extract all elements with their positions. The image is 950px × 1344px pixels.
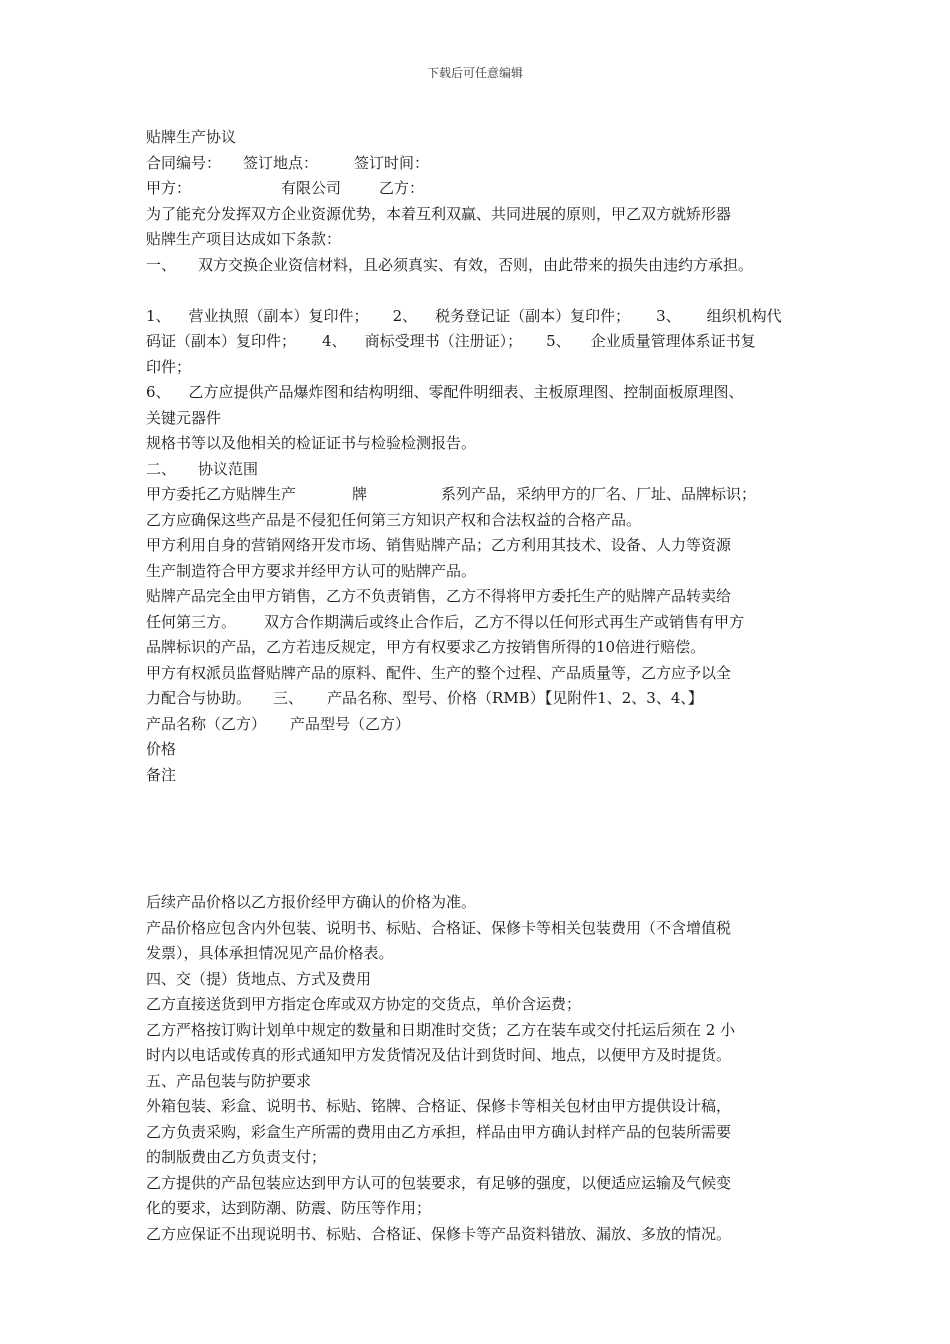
text-run: 甲方委托乙方贴牌生产 bbox=[146, 485, 297, 503]
item-number: 2、 bbox=[392, 307, 418, 325]
paragraph-line: 乙方严格按订购计划单中规定的数量和日期准时交货；乙方在装车或交付托运后须在 2 小 bbox=[146, 1021, 736, 1039]
paragraph-line: 乙方应确保这些产品是不侵犯任何第三方知识产权和合法权益的合格产品。 bbox=[146, 511, 642, 529]
column-header: 产品名称（乙方） bbox=[146, 715, 267, 733]
paragraph-line: 甲方利用自身的营销网络开发市场、销售贴牌产品；乙方利用其技术、设备、人力等资源 bbox=[146, 536, 732, 554]
item-6-line: 规格书等以及他相关的检证证书与检验检测报告。 bbox=[146, 434, 477, 452]
item-number: 1、 bbox=[146, 307, 171, 325]
text-run: 双方合作期满后或终止合作后，乙方不得以任何形式再生产或销售有甲方 bbox=[264, 613, 745, 631]
party-a-company: 有限公司 bbox=[281, 179, 342, 197]
paragraph-line: 的制版费由乙方负责支付； bbox=[146, 1148, 327, 1166]
doc-items-line bbox=[146, 329, 756, 355]
paragraph-line: 乙方负责采购，彩盒生产所需的费用由乙方承担，样品由甲方确认封样产品的包装所需要 bbox=[146, 1123, 732, 1141]
item-number: 4、 bbox=[322, 332, 347, 350]
item-text: 乙方应提供产品爆炸图和结构明细、零配件明细表、主板原理图、控制面板原理图、 bbox=[188, 383, 744, 401]
table-header bbox=[146, 712, 410, 738]
section-1-text: 双方交换企业资信材料，且必须真实、有效，否则，由此带来的损失由违约方承担。 bbox=[198, 256, 754, 274]
text-run: 系列产品，采纳甲方的厂名、厂址、品牌标识； bbox=[441, 485, 757, 503]
section-number: 一、 bbox=[146, 256, 177, 274]
contract-no-label: 合同编号： bbox=[146, 154, 222, 172]
text-run: 牌 bbox=[352, 485, 368, 503]
doc-items-line bbox=[146, 304, 782, 330]
paragraph-line: 甲方有权派员监督贴牌产品的原料、配件、生产的整个过程、产品质量等，乙方应予以全 bbox=[146, 664, 732, 682]
item-number: 5、 bbox=[546, 332, 571, 350]
text-run: 任何第三方。 bbox=[146, 613, 237, 631]
section-title: 协议范围 bbox=[198, 460, 259, 478]
sign-time-label: 签订时间： bbox=[354, 154, 430, 172]
column-header: 产品型号（乙方） bbox=[290, 715, 411, 733]
item-text: 企业质量管理体系证书复 bbox=[590, 332, 756, 350]
section-number: 二、 bbox=[146, 460, 177, 478]
doc-items-line: 印件； bbox=[146, 358, 192, 376]
item-6-line: 关键元器件 bbox=[146, 409, 222, 427]
party-a-label: 甲方： bbox=[146, 179, 192, 197]
item-6 bbox=[146, 380, 744, 406]
item-text: 营业执照（副本）复印件； bbox=[188, 307, 369, 325]
sign-place-label: 签订地点： bbox=[243, 154, 319, 172]
paragraph-line bbox=[146, 610, 744, 636]
item-text: 商标受理书（注册证）； bbox=[364, 332, 523, 350]
item-text: 税务登记证（副本）复印件； bbox=[435, 307, 631, 325]
doc-title: 贴牌生产协议 bbox=[146, 128, 237, 146]
item-text: 码证（副本）复印件； bbox=[146, 332, 297, 350]
contract-meta bbox=[146, 151, 429, 177]
page-header: 下载后可任意编辑 bbox=[426, 66, 523, 80]
section-title: 产品名称、型号、价格（RMB）【见附件1、2、3、4、】 bbox=[327, 689, 703, 707]
paragraph-line: 发票），具体承担情况见产品价格表。 bbox=[146, 944, 394, 962]
parties-line bbox=[146, 176, 424, 202]
item-number: 3、 bbox=[656, 307, 681, 325]
paragraph-line bbox=[146, 686, 703, 712]
column-header: 备注 bbox=[146, 766, 177, 784]
paragraph-line: 品牌标识的产品，乙方若违反规定，甲方有权要求乙方按销售所得的10倍进行赔偿。 bbox=[146, 638, 706, 656]
column-header: 价格 bbox=[146, 740, 177, 758]
paragraph-line: 生产制造符合甲方要求并经甲方认可的贴牌产品。 bbox=[146, 562, 477, 580]
paragraph-line: 外箱包装、彩盒、说明书、标贴、铭牌、合格证、保修卡等相关包材由甲方提供设计稿， bbox=[146, 1097, 732, 1115]
paragraph-line: 乙方提供的产品包装应达到甲方认可的包装要求，有足够的强度，以便适应运输及气候变 bbox=[146, 1174, 732, 1192]
item-number: 6、 bbox=[146, 383, 171, 401]
intro-line: 贴牌生产项目达成如下条款： bbox=[146, 230, 342, 248]
section-number: 三、 bbox=[273, 689, 304, 707]
paragraph-line: 时内以电话或传真的形式通知甲方发货情况及估计到货时间、地点，以便甲方及时提货。 bbox=[146, 1046, 732, 1064]
text-run: 力配合与协助。 bbox=[146, 689, 252, 707]
section-1-heading bbox=[146, 253, 753, 279]
section-5-heading: 五、产品包装与防护要求 bbox=[146, 1072, 312, 1090]
section-4-heading: 四、交（提）货地点、方式及费用 bbox=[146, 970, 372, 988]
paragraph-line bbox=[146, 482, 756, 508]
intro-line: 为了能充分发挥双方企业资源优势，本着互利双赢、共同进展的原则，甲乙双方就矫形器 bbox=[146, 205, 732, 223]
party-b-label: 乙方： bbox=[379, 179, 425, 197]
paragraph-line: 产品价格应包含内外包装、说明书、标贴、合格证、保修卡等相关包装费用（不含增值税 bbox=[146, 919, 732, 937]
paragraph-line: 化的要求，达到防潮、防震、防压等作用； bbox=[146, 1199, 432, 1217]
section-2-heading bbox=[146, 457, 258, 483]
item-text: 组织机构代 bbox=[706, 307, 782, 325]
paragraph-line: 乙方应保证不出现说明书、标贴、合格证、保修卡等产品资料错放、漏放、多放的情况。 bbox=[146, 1225, 732, 1243]
paragraph-line: 乙方直接送货到甲方指定仓库或双方协定的交货点，单价含运费； bbox=[146, 995, 582, 1013]
paragraph-line: 后续产品价格以乙方报价经甲方确认的价格为准。 bbox=[146, 893, 477, 911]
paragraph-line: 贴牌产品完全由甲方销售，乙方不负责销售，乙方不得将甲方委托生产的贴牌产品转卖给 bbox=[146, 587, 732, 605]
